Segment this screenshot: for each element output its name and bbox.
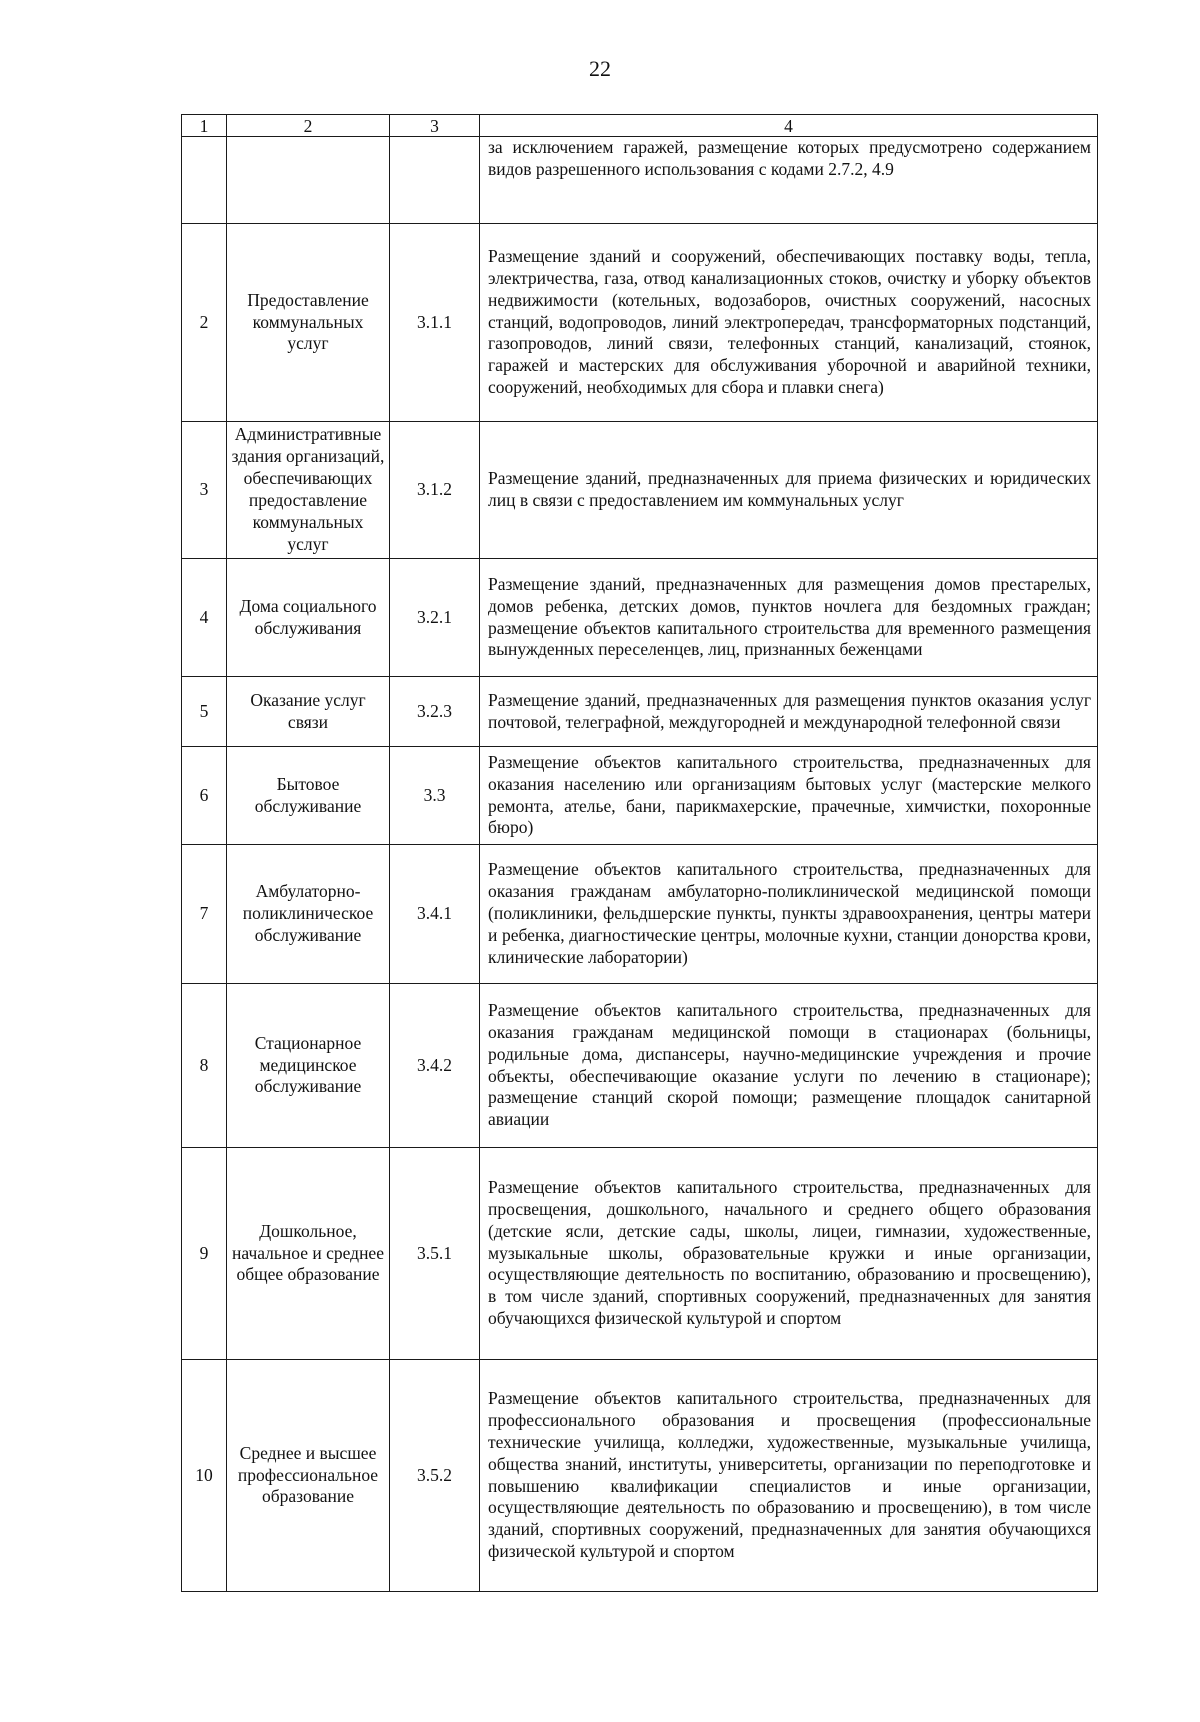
row-name: Среднее и высшее профессиональное образование [227, 1360, 390, 1592]
row-code: 3.4.2 [390, 984, 480, 1148]
row-name: Дома социального обслуживания [227, 559, 390, 677]
row-number [182, 137, 227, 224]
row-name: Административные здания организаций, обеспечивающих предоставление коммунальных услуг [227, 422, 390, 559]
row-description: за исключением гаражей, размещение которых предусмотрено содержанием видов разрешенного использования с кодами 2.7.2, 4.9 [480, 137, 1098, 224]
row-code: 3.3 [390, 747, 480, 845]
table-row [182, 747, 1098, 845]
row-name [227, 137, 390, 224]
row-description: Размещение объектов капитального строительства, предназначенных для оказания населению или организациям бытовых услуг (мастерские мелкого ремонта, ателье, бани, парикмахерские, прачечные, химчистки, похоронные бюро) [480, 747, 1098, 845]
row-description: Размещение объектов капитального строительства, предназначенных для оказания гражданам амбулаторно-поликлинической медицинской помощи (поликлиники, фельдшерские пункты, пункты здравоохранения, центры матери и ребенка, диагностические центры, молочные кухни, станции донорства крови, клинические лаборатории) [480, 845, 1098, 984]
row-number: 3 [182, 422, 227, 559]
row-code: 3.4.1 [390, 845, 480, 984]
row-description: Размещение зданий и сооружений, обеспечивающих поставку воды, тепла, электричества, газа, отвод канализационных стоков, очистку и уборку объектов недвижимости (котельных, водозаборов, очистных сооружений, насосных станций, водопроводов, линий электропередач, трансформаторных подстанций, газопроводов, линий связи, телефонных станций, канализаций, стоянок, гаражей и мастерских для обслуживания уборочной и аварийной техники, сооружений, необходимых для сбора и плавки снега) [480, 224, 1098, 422]
row-description: Размещение зданий, предназначенных для размещения домов престарелых, домов ребенка, детских домов, пунктов ночлега для бездомных граждан; размещение объектов капитального строительства для временного размещения вынужденных переселенцев, лиц, признанных беженцами [480, 559, 1098, 677]
table-row [182, 1148, 1098, 1360]
row-number: 5 [182, 677, 227, 747]
row-code: 3.1.2 [390, 422, 480, 559]
table-row [182, 559, 1098, 677]
page-number: 22 [589, 56, 611, 81]
row-number: 10 [182, 1360, 227, 1592]
row-code: 3.5.1 [390, 1148, 480, 1360]
row-name: Амбулаторно-поликлиническое обслуживание [227, 845, 390, 984]
header-row [182, 115, 1098, 137]
row-number: 2 [182, 224, 227, 422]
row-code: 3.5.2 [390, 1360, 480, 1592]
table-row [182, 422, 1098, 559]
row-name: Оказание услуг связи [227, 677, 390, 747]
row-number: 7 [182, 845, 227, 984]
row-name: Бытовое обслуживание [227, 747, 390, 845]
table-row [182, 137, 1098, 224]
table-row [182, 677, 1098, 747]
row-code: 3.2.3 [390, 677, 480, 747]
row-name: Предоставление коммунальных услуг [227, 224, 390, 422]
header-col-4: 4 [480, 115, 1098, 137]
row-number: 4 [182, 559, 227, 677]
table-row [182, 1360, 1098, 1592]
row-code: 3.2.1 [390, 559, 480, 677]
land-use-table [181, 114, 1098, 1592]
header-col-3: 3 [390, 115, 480, 137]
row-description: Размещение объектов капитального строительства, предназначенных для профессионального образования и просвещения (профессиональные технические училища, колледжи, художественные, музыкальные училища, общества знаний, институты, университеты, организации по переподготовке и повышению квалификации специалистов и иные организации, осуществляющие деятельность по образованию и просвещению), в том числе зданий, спортивных сооружений, предназначенных для занятия обучающихся физической культурой и спортом [480, 1360, 1098, 1592]
row-code [390, 137, 480, 224]
row-description: Размещение объектов капитального строительства, предназначенных для оказания гражданам медицинской помощи в стационарах (больницы, родильные дома, диспансеры, научно-медицинские учреждения и прочие объекты, обеспечивающие оказание услуги по лечению в стационаре); размещение станций скорой помощи; размещение площадок санитарной авиации [480, 984, 1098, 1148]
row-number: 9 [182, 1148, 227, 1360]
row-name: Дошкольное, начальное и среднее общее образование [227, 1148, 390, 1360]
row-number: 6 [182, 747, 227, 845]
row-number: 8 [182, 984, 227, 1148]
header-col-1: 1 [182, 115, 227, 137]
table-body [182, 137, 1098, 1592]
table-header [182, 115, 1098, 137]
header-col-2: 2 [227, 115, 390, 137]
row-name: Стационарное медицинское обслуживание [227, 984, 390, 1148]
row-description: Размещение зданий, предназначенных для приема физических и юридических лиц в связи с предоставлением им коммунальных услуг [480, 422, 1098, 559]
table-row [182, 224, 1098, 422]
table-row [182, 845, 1098, 984]
row-code: 3.1.1 [390, 224, 480, 422]
row-description: Размещение зданий, предназначенных для размещения пунктов оказания услуг почтовой, телеграфной, междугородней и международной телефонной связи [480, 677, 1098, 747]
table-row [182, 984, 1098, 1148]
row-description: Размещение объектов капитального строительства, предназначенных для просвещения, дошкольного, начального и среднего общего образования (детские ясли, детские сады, школы, лицеи, гимназии, художественные, музыкальные школы, образовательные кружки и иные организации, осуществляющие деятельность по воспитанию, образованию и просвещению), в том числе зданий, спортивных сооружений, предназначенных для занятия обучающихся физической культурой и спортом [480, 1148, 1098, 1360]
